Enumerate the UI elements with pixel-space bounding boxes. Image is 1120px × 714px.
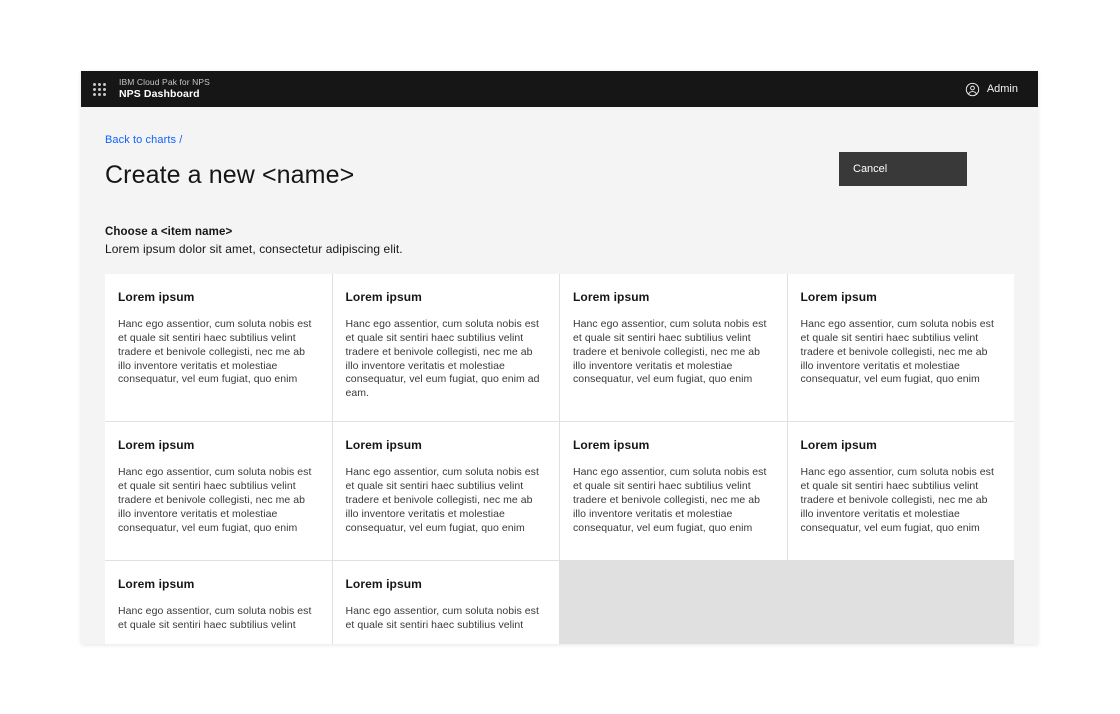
card-title: Lorem ipsum: [118, 438, 195, 453]
user-avatar-icon: [965, 82, 980, 97]
card-title: Lorem ipsum: [345, 577, 422, 592]
section-header: [105, 226, 1014, 256]
app-switcher-icon[interactable]: [81, 71, 117, 107]
card-title: Lorem ipsum: [573, 290, 650, 304]
card-title: Lorem ipsum: [118, 577, 195, 592]
header-user-menu[interactable]: [965, 82, 1038, 97]
card-body: Hanc ego assentior, cum soluta nobis est et quale sit sentiri haec subtilius velint tradere et benivole collegisti, nec me ab illo inventore veritatis et molestiae consequatur, vel eum fugiat, quo enim: [573, 318, 767, 386]
selectable-card[interactable]: [788, 422, 1015, 560]
card-title: Lorem ipsum: [573, 438, 650, 453]
card-body: Hanc ego assentior, cum soluta nobis est et quale sit sentiri haec subtilius velint tradere et benivole collegisti, nec me ab illo inventore veritatis et molestiae consequatur, vel eum fugiat, quo enim: [573, 466, 767, 534]
selectable-card-grid: [105, 274, 1014, 644]
selectable-card[interactable]: [105, 561, 332, 644]
card-body: Hanc ego assentior, cum soluta nobis est et quale sit sentiri haec subtilius velint tradere et benivole collegisti, nec me ab illo inventore veritatis et molestiae consequatur, vel eum fugiat, quo enim: [118, 466, 312, 534]
product-prefix: IBM Cloud Pak for NPS: [119, 77, 210, 88]
section-description: Lorem ipsum dolor sit amet, consectetur adipiscing elit.: [105, 242, 403, 256]
card-title: Lorem ipsum: [800, 438, 877, 453]
selectable-card[interactable]: [105, 274, 332, 421]
card-title: Lorem ipsum: [345, 438, 422, 453]
global-header: [81, 71, 1038, 107]
page-title-row: [105, 160, 1014, 190]
card-title: Lorem ipsum: [118, 290, 195, 304]
card-body: Hanc ego assentior, cum soluta nobis est et quale sit sentiri haec subtilius velint: [345, 605, 539, 632]
selectable-card[interactable]: [105, 422, 332, 560]
card-body: Hanc ego assentior, cum soluta nobis est et quale sit sentiri haec subtilius velint tradere et benivole collegisti, nec me ab illo inventore veritatis et molestiae consequatur, vel eum fugiat, quo enim: [800, 318, 994, 386]
selectable-card[interactable]: [560, 274, 787, 421]
section-title: Choose a <item name>: [105, 226, 233, 238]
selectable-card[interactable]: [560, 422, 787, 560]
card-title: Lorem ipsum: [345, 290, 422, 304]
selectable-card[interactable]: [333, 274, 560, 421]
breadcrumb[interactable]: [105, 107, 1014, 146]
card-body: Hanc ego assentior, cum soluta nobis est et quale sit sentiri haec subtilius velint tradere et benivole collegisti, nec me ab illo inventore veritatis et molestiae consequatur, vel eum fugiat, quo enim: [800, 466, 994, 534]
card-title: Lorem ipsum: [800, 290, 877, 304]
cancel-button[interactable]: Cancel: [839, 152, 967, 186]
selectable-card[interactable]: [333, 422, 560, 560]
card-body: Hanc ego assentior, cum soluta nobis est et quale sit sentiri haec subtilius velint: [118, 605, 312, 632]
page-title: Create a new <name>: [105, 161, 355, 189]
card-body: Hanc ego assentior, cum soluta nobis est et quale sit sentiri haec subtilius velint tradere et benivole collegisti, nec me ab illo inventore veritatis et molestiae consequatur, vel eum fugiat, quo enim: [345, 466, 539, 534]
selectable-card[interactable]: [788, 274, 1015, 421]
app-window: [81, 71, 1038, 644]
page-content: [81, 107, 1038, 644]
card-body: Hanc ego assentior, cum soluta nobis est et quale sit sentiri haec subtilius velint tradere et benivole collegisti, nec me ab illo inventore veritatis et molestiae consequatur, vel eum fugiat, quo enim: [118, 318, 312, 386]
user-label: Admin: [986, 83, 1018, 95]
breadcrumb-back-link[interactable]: Back to charts /: [105, 134, 183, 146]
product-brand[interactable]: [119, 77, 210, 101]
product-name: NPS Dashboard: [119, 87, 200, 100]
selectable-card[interactable]: [333, 561, 560, 644]
card-body: Hanc ego assentior, cum soluta nobis est et quale sit sentiri haec subtilius velint tradere et benivole collegisti, nec me ab illo inventore veritatis et molestiae consequatur, vel eum fugiat, quo enim ad eam.: [345, 318, 540, 400]
